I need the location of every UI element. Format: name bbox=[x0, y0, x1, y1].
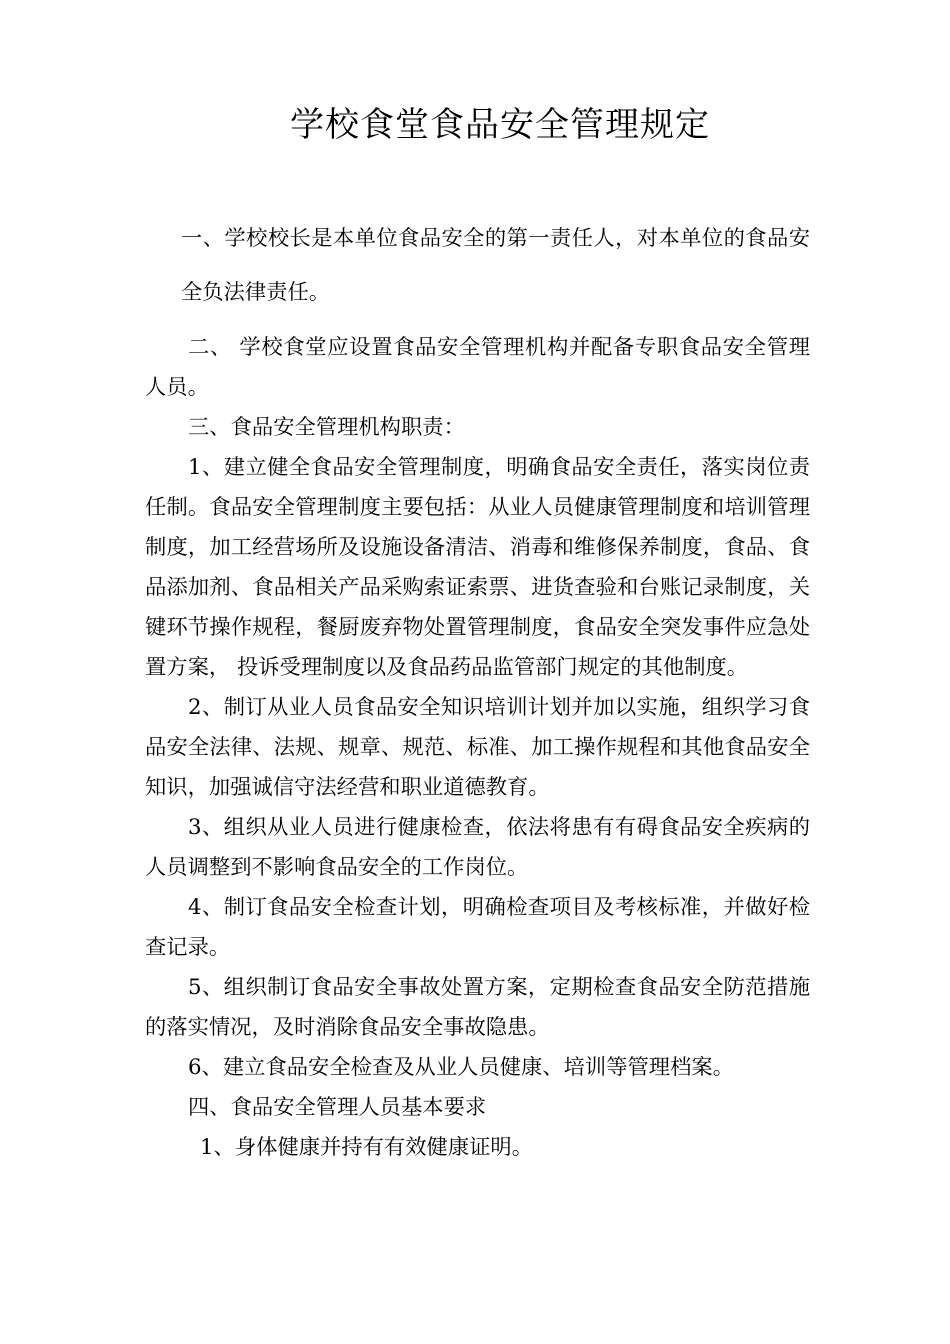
paragraph-8: 5、组织制订食品安全事故处置方案，定期检查食品安全防范措施的落实情况，及时消除食品安全事故隐患。 bbox=[145, 975, 810, 1040]
paragraph-6: 3、组织从业人员进行健康检查，依法将患有有碍食品安全疾病的人员调整到不影响食品安全的工作岗位。 bbox=[145, 815, 810, 880]
paragraph-5: 2、制订从业人员食品安全知识培训计划并加以实施，组织学习食品安全法律、法规、规章、规范、标准、加工操作规程和其他食品安全知识，加强诚信守法经营和职业道德教育。 bbox=[145, 695, 810, 800]
paragraph-10: 四、食品安全管理人员基本要求 bbox=[188, 1095, 487, 1120]
paragraph-7: 4、制订食品安全检查计划，明确检查项目及考核标准，并做好检查记录。 bbox=[145, 895, 810, 960]
paragraph-3: 三、食品安全管理机构职责： bbox=[188, 415, 465, 440]
document-title: 学校食堂食品安全管理规定 bbox=[290, 105, 710, 145]
paragraph-9: 6、建立食品安全检查及从业人员健康、培训等管理档案。 bbox=[188, 1055, 734, 1080]
paragraph-2: 二、 学校食堂应设置食品安全管理机构并配备专职食品安全管理 人员。 bbox=[145, 335, 810, 400]
paragraph-4: 1、建立健全食品安全管理制度，明确食品安全责任，落实岗位责任制。食品安全管理制度主要包括：从业人员健康管理制度和培训管理制度，加工经营场所及设施设备清洁、消毒和维修保养制度，食品、食品添加剂、食品相关产品采购索证索票、进货查验和台账记录制度，关键环节操作规程，餐厨废弃物处置管理制度，食品安全突发事件应急处置方案， 投诉受理制度以及食品药品监管部门规定的其他制度。 bbox=[145, 455, 810, 680]
document-body bbox=[145, 212, 810, 1168]
paragraph-1: 一、学校校长是本单位食品安全的第一责任人，对本单位的食品安全负法律责任。 bbox=[181, 226, 810, 305]
paragraph-11: 1、身体健康并持有有效健康证明。 bbox=[200, 1135, 534, 1160]
